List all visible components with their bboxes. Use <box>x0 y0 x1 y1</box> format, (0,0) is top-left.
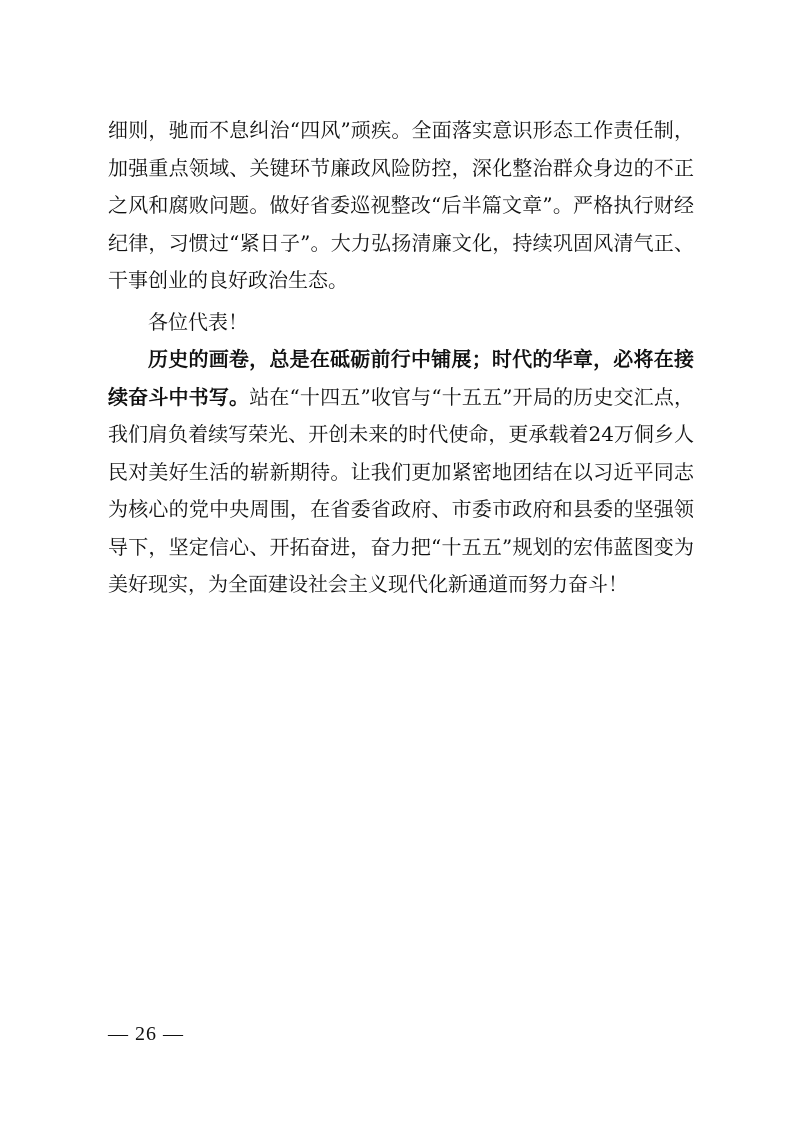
paragraph-address: 各位代表！ <box>148 310 248 334</box>
closing-bold-sentence: 历史的画卷，总是在砥砺前行中铺展；时代的华章，必将在接续奋斗中书写。 <box>108 347 694 409</box>
page-number: — 26 — <box>108 1023 184 1045</box>
closing-body-text: 站在“十四五”收官与“十五五”开局的历史交汇点，我们肩负着续写荣光、开创未来的时代使命，更承载着24万侗乡人民对美好生活的崭新期待。让我们更加紧密地团结在以习近平同志为核心的党中央周围，在省委省政府、市委市政府和县委的坚强领导下，坚定信心、开拓奋进，奋力把“十五五”规划的宏伟蓝图变为美好现实，为全面建设社会主义现代化新通道而努力奋斗！ <box>108 384 695 596</box>
paragraph-discipline: 细则，驰而不息纠治“四风”顽疾。全面落实意识形态工作责任制，加强重点领域、关键环节廉政风险防控，深化整治群众身边的不正之风和腐败问题。做好省委巡视整改“后半篇文章”。严格执行财经纪律，习惯过“紧日子”。大力弘扬清廉文化，持续巩固风清气正、干事创业的良好政治生态。 <box>108 118 694 292</box>
paragraph-closing <box>108 341 694 604</box>
